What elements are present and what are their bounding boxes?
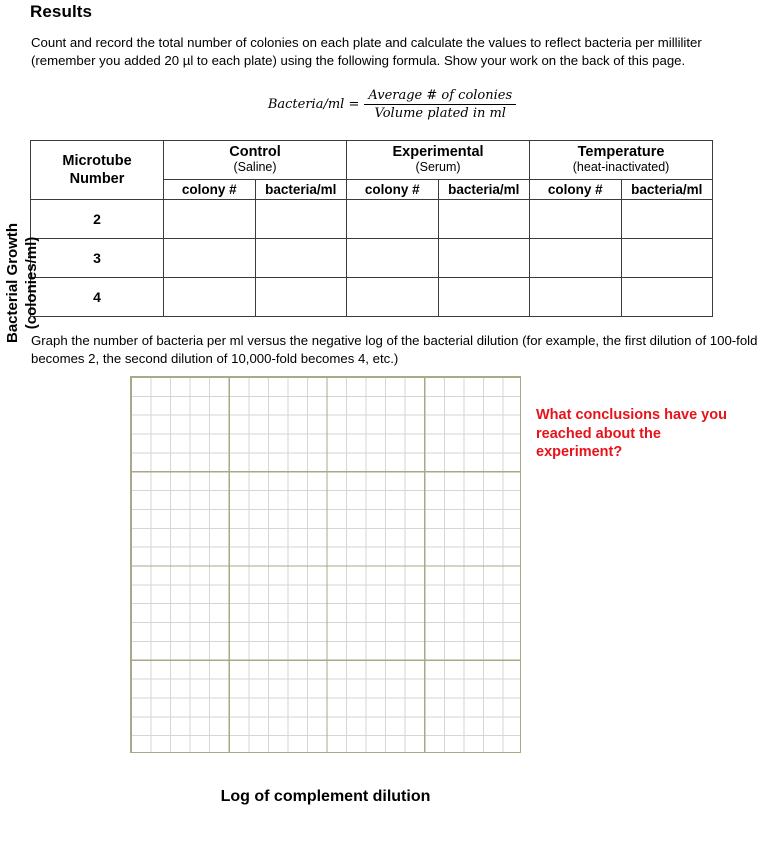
graph-plot-area[interactable] [130, 376, 521, 753]
table-row [31, 200, 713, 239]
cell-row3-experimental-bacteria[interactable] [438, 239, 530, 278]
table-row [31, 278, 713, 317]
y-axis-label-line1: Bacterial Growth [4, 222, 21, 344]
graph-instruction-paragraph: Graph the number of bacteria per ml versus the negative log of the bacterial dilution (for example, the first dilution of 100-fold becomes 2, the second dilution of 10,000-fold becomes 4, etc.) [31, 333, 758, 366]
cell-row4-control-bacteria[interactable] [255, 278, 347, 317]
x-axis-label: Log of complement dilution [220, 788, 431, 805]
formula-left-hand-side: Bacteria/ml = [267, 97, 360, 112]
group-experimental-subtitle: (Serum) [415, 160, 461, 174]
cell-row3-control-colony[interactable] [164, 239, 256, 278]
table-header-group-row [31, 141, 713, 180]
cell-row2-temperature-bacteria[interactable] [621, 200, 713, 239]
cell-row4-experimental-bacteria[interactable] [438, 278, 530, 317]
subheader-experimental-bacteria: bacteria/ml [438, 180, 530, 200]
microtube-header-line2: Number [69, 171, 125, 187]
row-label-microtube-2: 2 [31, 200, 164, 239]
page-title: Results [30, 2, 93, 21]
group-control-title: Control [229, 144, 281, 160]
cell-row4-temperature-colony[interactable] [530, 278, 622, 317]
table-header-group-control [164, 141, 347, 180]
row-label-microtube-3: 3 [31, 239, 164, 278]
intro-paragraph: Count and record the total number of colonies on each plate and calculate the values to reflect bacteria per milliliter (remember you added 20 µl to each plate) using the following formula. Show your work on the back of this page. [31, 35, 702, 68]
cell-row3-experimental-colony[interactable] [347, 239, 439, 278]
cell-row4-temperature-bacteria[interactable] [621, 278, 713, 317]
cell-row3-temperature-colony[interactable] [530, 239, 622, 278]
group-temperature-title: Temperature [577, 144, 665, 160]
table-header-group-temperature [530, 141, 713, 180]
cell-row4-experimental-colony[interactable] [347, 278, 439, 317]
subheader-temperature-bacteria: bacteria/ml [621, 180, 713, 200]
bacteria-formula [0, 88, 784, 121]
subheader-control-bacteria: bacteria/ml [255, 180, 347, 200]
row-label-microtube-4: 4 [31, 278, 164, 317]
y-axis-label-line2: (colonies/ml) [23, 236, 40, 330]
formula-fraction [364, 88, 516, 121]
graph-right-border [520, 376, 521, 753]
graph-gridlines [130, 376, 521, 753]
results-table [30, 140, 713, 317]
group-temperature-subtitle: (heat-inactivated) [572, 160, 670, 174]
formula-denominator: Volume plated in ml [374, 106, 506, 121]
table-header-microtube-number [31, 141, 164, 200]
cell-row2-control-colony[interactable] [164, 200, 256, 239]
group-control-subtitle: (Saline) [233, 160, 277, 174]
microtube-header-line1: Microtube [62, 153, 132, 169]
cell-row2-experimental-bacteria[interactable] [438, 200, 530, 239]
cell-row2-experimental-colony[interactable] [347, 200, 439, 239]
subheader-control-colony: colony # [164, 180, 256, 200]
cell-row3-control-bacteria[interactable] [255, 239, 347, 278]
subheader-experimental-colony: colony # [347, 180, 439, 200]
cell-row2-temperature-colony[interactable] [530, 200, 622, 239]
cell-row3-temperature-bacteria[interactable] [621, 239, 713, 278]
subheader-temperature-colony: colony # [530, 180, 622, 200]
cell-row4-control-colony[interactable] [164, 278, 256, 317]
y-axis-label [3, 33, 41, 533]
formula-numerator: Average # of colonies [364, 88, 516, 105]
table-row [31, 239, 713, 278]
graph-bottom-border [130, 752, 521, 753]
cell-row2-control-bacteria[interactable] [255, 200, 347, 239]
conclusion-question-note: What conclusions have you reached about the experiment? [536, 407, 727, 460]
table-header-group-experimental [347, 141, 530, 180]
group-experimental-title: Experimental [392, 144, 484, 160]
